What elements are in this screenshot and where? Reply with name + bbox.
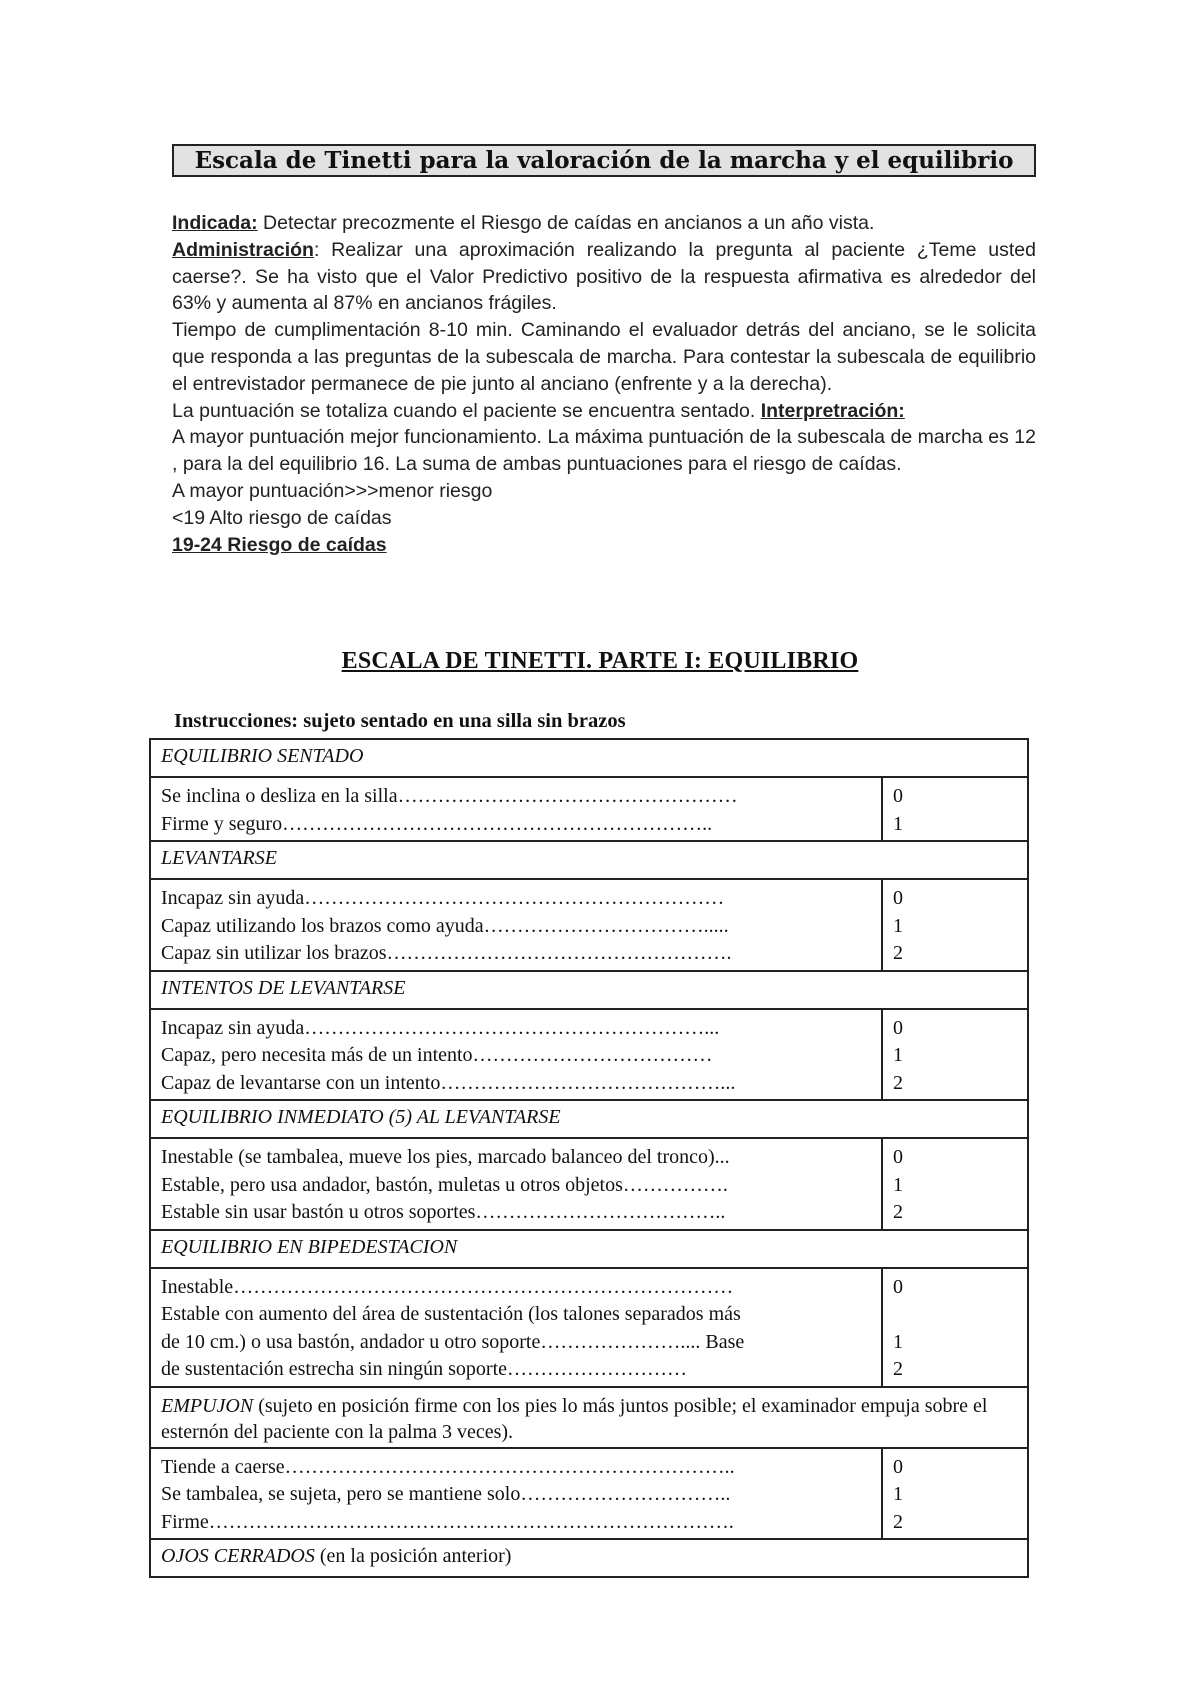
category-row	[150, 971, 1028, 1009]
intro-section	[172, 210, 1036, 558]
puntuacion-text: La puntuación se totaliza cuando el paciente se encuentra sentado.	[172, 399, 761, 422]
riesgo-line	[172, 532, 1036, 559]
score: 2	[893, 942, 903, 964]
items-row	[150, 1268, 1028, 1387]
category-row	[150, 1539, 1028, 1577]
category-row	[150, 739, 1028, 777]
score: 2	[893, 1358, 903, 1380]
score: 1	[893, 1483, 903, 1505]
score: 2	[893, 1201, 903, 1223]
items-row	[150, 1448, 1028, 1540]
item-line: de sustentación estrecha sin ningún soporte………………………	[161, 1358, 688, 1380]
category-equilibrio-sentado: EQUILIBRIO SENTADO	[150, 739, 1028, 777]
item-line: Se tambalea, se sujeta, pero se mantiene solo…………………………..	[161, 1483, 731, 1505]
scores-cell	[882, 879, 1028, 971]
item-line: Estable con aumento del área de sustentación (los talones separados más	[161, 1303, 741, 1325]
category-empujon-label: EMPUJON	[161, 1394, 254, 1417]
category-row	[150, 1230, 1028, 1268]
category-ojos-cerrados-desc: (en la posición anterior)	[314, 1545, 512, 1567]
equilibrio-table	[149, 738, 1029, 1578]
administracion-text: : Realizar una aproximación realizando la pregunta al paciente ¿Teme usted caerse?. Se ha visto que el Valor Predictivo positivo de la respuesta afirmativa es alrededor del 63% y aumenta al 87% en ancianos frágiles.	[172, 238, 1036, 315]
item-line: Capaz de levantarse con un intento……………………………………...	[161, 1071, 736, 1094]
category-row	[150, 841, 1028, 879]
category-levantarse: LEVANTARSE	[150, 841, 1028, 879]
scores-cell	[882, 1009, 1028, 1101]
items-row	[150, 1138, 1028, 1230]
item-line: Capaz utilizando los brazos como ayuda…………………………….....	[161, 914, 729, 937]
instructions: Instrucciones: sujeto sentado en una silla sin brazos	[174, 710, 626, 732]
category-empujon-desc: (sujeto en posición firme con los pies lo más juntos posible; el examinador empuja sobre el esternón del paciente con la palma 3 veces).	[161, 1394, 988, 1443]
scores-cell	[882, 1138, 1028, 1230]
item-line: Inestable…………………………………………………………………	[161, 1275, 734, 1298]
category-row	[150, 1100, 1028, 1138]
indicada-paragraph	[172, 210, 1036, 237]
score: 1	[893, 1173, 903, 1196]
items-row	[150, 879, 1028, 971]
score: 0	[893, 887, 903, 909]
indicada-text: Detectar precozmente el Riesgo de caídas en ancianos a un año vista.	[257, 212, 875, 234]
score: 2	[893, 1510, 903, 1533]
alto-riesgo-line: <19 Alto riesgo de caídas	[172, 506, 392, 529]
score: 1	[893, 914, 903, 937]
items-cell	[150, 879, 882, 971]
items-cell	[150, 1448, 882, 1540]
category-intentos-de-levantarse: INTENTOS DE LEVANTARSE	[150, 971, 1028, 1009]
puntuacion-paragraph	[172, 398, 1036, 425]
mayor-paragraph: A mayor puntuación mejor funcionamiento. La máxima puntuación de la subescala de marcha es 12 , para la del equilibrio 16. La suma de ambas puntuaciones para el riesgo de caídas.	[172, 426, 1036, 476]
category-ojos-cerrados	[150, 1539, 1028, 1577]
score: 1	[893, 812, 903, 835]
document-title: Escala de Tinetti para la valoración de la marcha y el equilibrio	[172, 144, 1036, 177]
menor-riesgo-line: A mayor puntuación>>>menor riesgo	[172, 479, 493, 502]
items-row	[150, 777, 1028, 841]
score: 0	[893, 1275, 903, 1298]
scores-cell	[882, 777, 1028, 841]
items-cell	[150, 777, 882, 841]
administracion-paragraph	[172, 237, 1036, 317]
scores-cell	[882, 1268, 1028, 1387]
score: 0	[893, 1146, 903, 1168]
score: 1	[893, 1330, 903, 1353]
section-title: ESCALA DE TINETTI. PARTE I: EQUILIBRIO	[341, 648, 859, 674]
score: 0	[893, 1455, 903, 1478]
score: 2	[893, 1071, 903, 1094]
score: 0	[893, 785, 903, 807]
category-row	[150, 1387, 1028, 1448]
items-cell	[150, 1009, 882, 1101]
items-row	[150, 1009, 1028, 1101]
category-equilibrio-inmediato: EQUILIBRIO INMEDIATO (5) AL LEVANTARSE	[150, 1100, 1028, 1138]
category-ojos-cerrados-label: OJOS CERRADOS	[161, 1545, 315, 1567]
indicada-label: Indicada:	[172, 212, 258, 234]
item-line: Incapaz sin ayuda……………………………………………………...	[161, 1016, 720, 1039]
item-line: Estable, pero usa andador, bastón, muletas u otros objetos…………….	[161, 1173, 728, 1196]
item-line: Inestable (se tambalea, mueve los pies, marcado balanceo del tronco)...	[161, 1146, 730, 1168]
tiempo-paragraph: Tiempo de cumplimentación 8-10 min. Caminando el evaluador detrás del anciano, se le solicita que responda a las preguntas de la subescala de marcha. Para contestar la subescala de equilibrio el entrevistador permanece de pie junto al anciano (enfrente y a la derecha).	[172, 319, 1036, 395]
category-empujon	[150, 1387, 1028, 1448]
item-line: Capaz sin utilizar los brazos…………………………………………….	[161, 942, 732, 964]
item-line: Incapaz sin ayuda………………………………………………………	[161, 887, 725, 909]
administracion-label: Administración	[172, 238, 314, 261]
interpretacion-label: Interpretración:	[760, 399, 905, 422]
items-cell	[150, 1268, 882, 1387]
item-line: Tiende a caerse…………………………………………………………..	[161, 1455, 735, 1478]
item-line: de 10 cm.) o usa bastón, andador u otro soporte………………….... Base	[161, 1330, 745, 1353]
items-cell	[150, 1138, 882, 1230]
item-line: Estable sin usar bastón u otros soportes………………………………..	[161, 1201, 726, 1223]
score	[893, 1301, 1017, 1329]
item-line: Firme…………………………………………………………………….	[161, 1510, 734, 1533]
score: 0	[893, 1016, 903, 1039]
score: 1	[893, 1044, 903, 1066]
scores-cell	[882, 1448, 1028, 1540]
category-equilibrio-en-bipedestacion: EQUILIBRIO EN BIPEDESTACION	[150, 1230, 1028, 1268]
item-line: Se inclina o desliza en la silla……………………………………………	[161, 785, 738, 807]
item-line: Capaz, pero necesita más de un intento………………………………	[161, 1044, 713, 1066]
item-line: Firme y seguro………………………………………………………..	[161, 812, 713, 835]
riesgo-label: 19-24 Riesgo de caídas	[172, 533, 387, 556]
